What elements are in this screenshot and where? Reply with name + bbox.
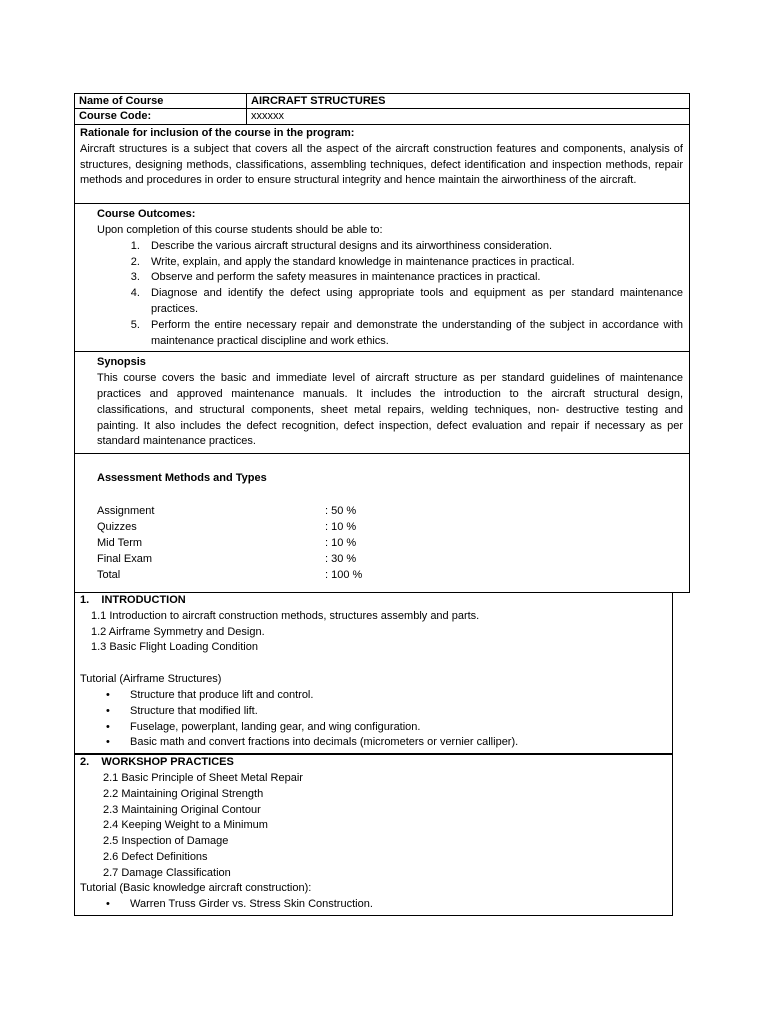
course-code-row — [74, 109, 690, 125]
workshop-subitem: 2.6 Defect Definitions — [103, 850, 208, 863]
introduction-section — [74, 593, 673, 754]
tutorial-bullet: • Basic math and convert fractions into decimals (micrometers or vernier calliper). — [130, 735, 666, 751]
workshop-subitem: 2.7 Damage Classification — [103, 866, 231, 879]
course-code-label: Course Code: — [75, 109, 247, 124]
tutorial-bullet: • Fuselage, powerplant, landing gear, and wing configuration. — [130, 720, 666, 736]
assessment-value: : 10 % — [325, 536, 357, 549]
assessment-row — [97, 503, 683, 519]
course-name-value: AIRCRAFT STRUCTURES — [251, 95, 386, 107]
bullet-icon: • — [106, 720, 110, 733]
workshop-section — [74, 754, 673, 916]
assessment-row — [97, 535, 683, 551]
assessment-title: Assessment Methods and Types — [97, 472, 267, 485]
workshop-tutorial-title: Tutorial (Basic knowledge aircraft construction): — [80, 882, 312, 895]
introduction-subitem: 1.2 Airframe Symmetry and Design. — [91, 625, 265, 638]
assessment-value: : 50 % — [325, 504, 357, 517]
rationale-title: Rationale for inclusion of the course in the program: — [80, 127, 355, 139]
outcomes-title: Course Outcomes: — [97, 208, 196, 221]
introduction-tutorial-title: Tutorial (Airframe Structures) — [80, 673, 222, 686]
assessment-value: : 10 % — [325, 520, 357, 533]
introduction-subitem: 1.3 Basic Flight Loading Condition — [91, 641, 258, 654]
introduction-subitem: 1.1 Introduction to aircraft construction methods, structures assembly and parts. — [91, 609, 480, 622]
rationale-text: Aircraft structures is a subject that covers all the aspect of the aircraft construction features and components, analysis of structures, designing methods, classifications, assembling techniques, defect identification and inspection methods, repair methods and procedures in order to ensure structural integrity and hence maintain the airworthiness of the aircraft. — [80, 142, 683, 187]
tutorial-bullet: • Structure that modified lift. — [130, 704, 666, 720]
assessment-row — [97, 567, 683, 583]
course-name-row — [74, 93, 690, 109]
workshop-subitem: 2.2 Maintaining Original Strength — [103, 787, 264, 800]
assessment-row — [97, 519, 683, 535]
workshop-tutorial-list — [80, 897, 666, 913]
assessment-section — [74, 454, 690, 593]
assessment-value: : 100 % — [325, 568, 363, 581]
bullet-icon: • — [106, 688, 110, 701]
outcome-item: 1. Describe the various aircraft structural designs and its airworthiness consideration. — [143, 239, 683, 255]
synopsis-title: Synopsis — [97, 356, 146, 369]
bullet-icon: • — [106, 704, 110, 717]
outcome-item: 4. Diagnose and identify the defect using appropriate tools and equipment as per standard maintenance practices. — [143, 286, 683, 318]
assessment-row — [97, 551, 683, 567]
outcome-item: 5. Perform the entire necessary repair and demonstrate the understanding of the subject in accordance with maintenance practical discipline and work ethics. — [143, 318, 683, 350]
tutorial-bullet: • Warren Truss Girder vs. Stress Skin Construction. — [130, 897, 666, 913]
assessment-label: Total — [97, 568, 121, 581]
rationale-section — [74, 125, 690, 204]
workshop-subitem: 2.3 Maintaining Original Contour — [103, 803, 261, 816]
outcomes-section — [74, 204, 690, 352]
outcomes-list — [97, 239, 683, 350]
tutorial-bullet: • Structure that produce lift and control. — [130, 688, 666, 704]
synopsis-text: This course covers the basic and immediate level of aircraft structure as per standard guidelines of maintenance practices and approved maintenance manuals. It includes the introduction to the aircraft structural design, classifications, and structural components, sheet metal repairs, welding techniques, non- destructive testing and painting. It also includes the defect recognition, defect inspection, defect evaluation and repair if necessary as per standard maintenance practices. — [97, 372, 683, 448]
assessment-value: : 30 % — [325, 552, 357, 565]
assessment-label: Quizzes — [97, 520, 137, 533]
course-code-value: xxxxxx — [251, 110, 284, 122]
bullet-icon: • — [106, 898, 110, 911]
introduction-title: 1. INTRODUCTION — [80, 593, 186, 606]
workshop-subitem: 2.1 Basic Principle of Sheet Metal Repair — [103, 771, 303, 784]
outcome-item: 2. Write, explain, and apply the standard knowledge in maintenance practices in practical. — [143, 255, 683, 271]
outcomes-intro: Upon completion of this course students should be able to: — [97, 223, 383, 236]
assessment-label: Assignment — [97, 504, 155, 517]
workshop-subitem: 2.5 Inspection of Damage — [103, 835, 229, 848]
assessment-label: Final Exam — [97, 552, 153, 565]
workshop-subitem: 2.4 Keeping Weight to a Minimum — [103, 819, 268, 832]
outcome-item: 3. Observe and perform the safety measures in maintenance practices in practical. — [143, 270, 683, 286]
course-name-label: Name of Course — [75, 94, 247, 108]
synopsis-section — [74, 352, 690, 454]
introduction-tutorial-list — [80, 688, 666, 751]
assessment-label: Mid Term — [97, 536, 143, 549]
course-document — [74, 93, 690, 916]
bullet-icon: • — [106, 736, 110, 749]
workshop-title: 2. WORKSHOP PRACTICES — [80, 756, 234, 769]
